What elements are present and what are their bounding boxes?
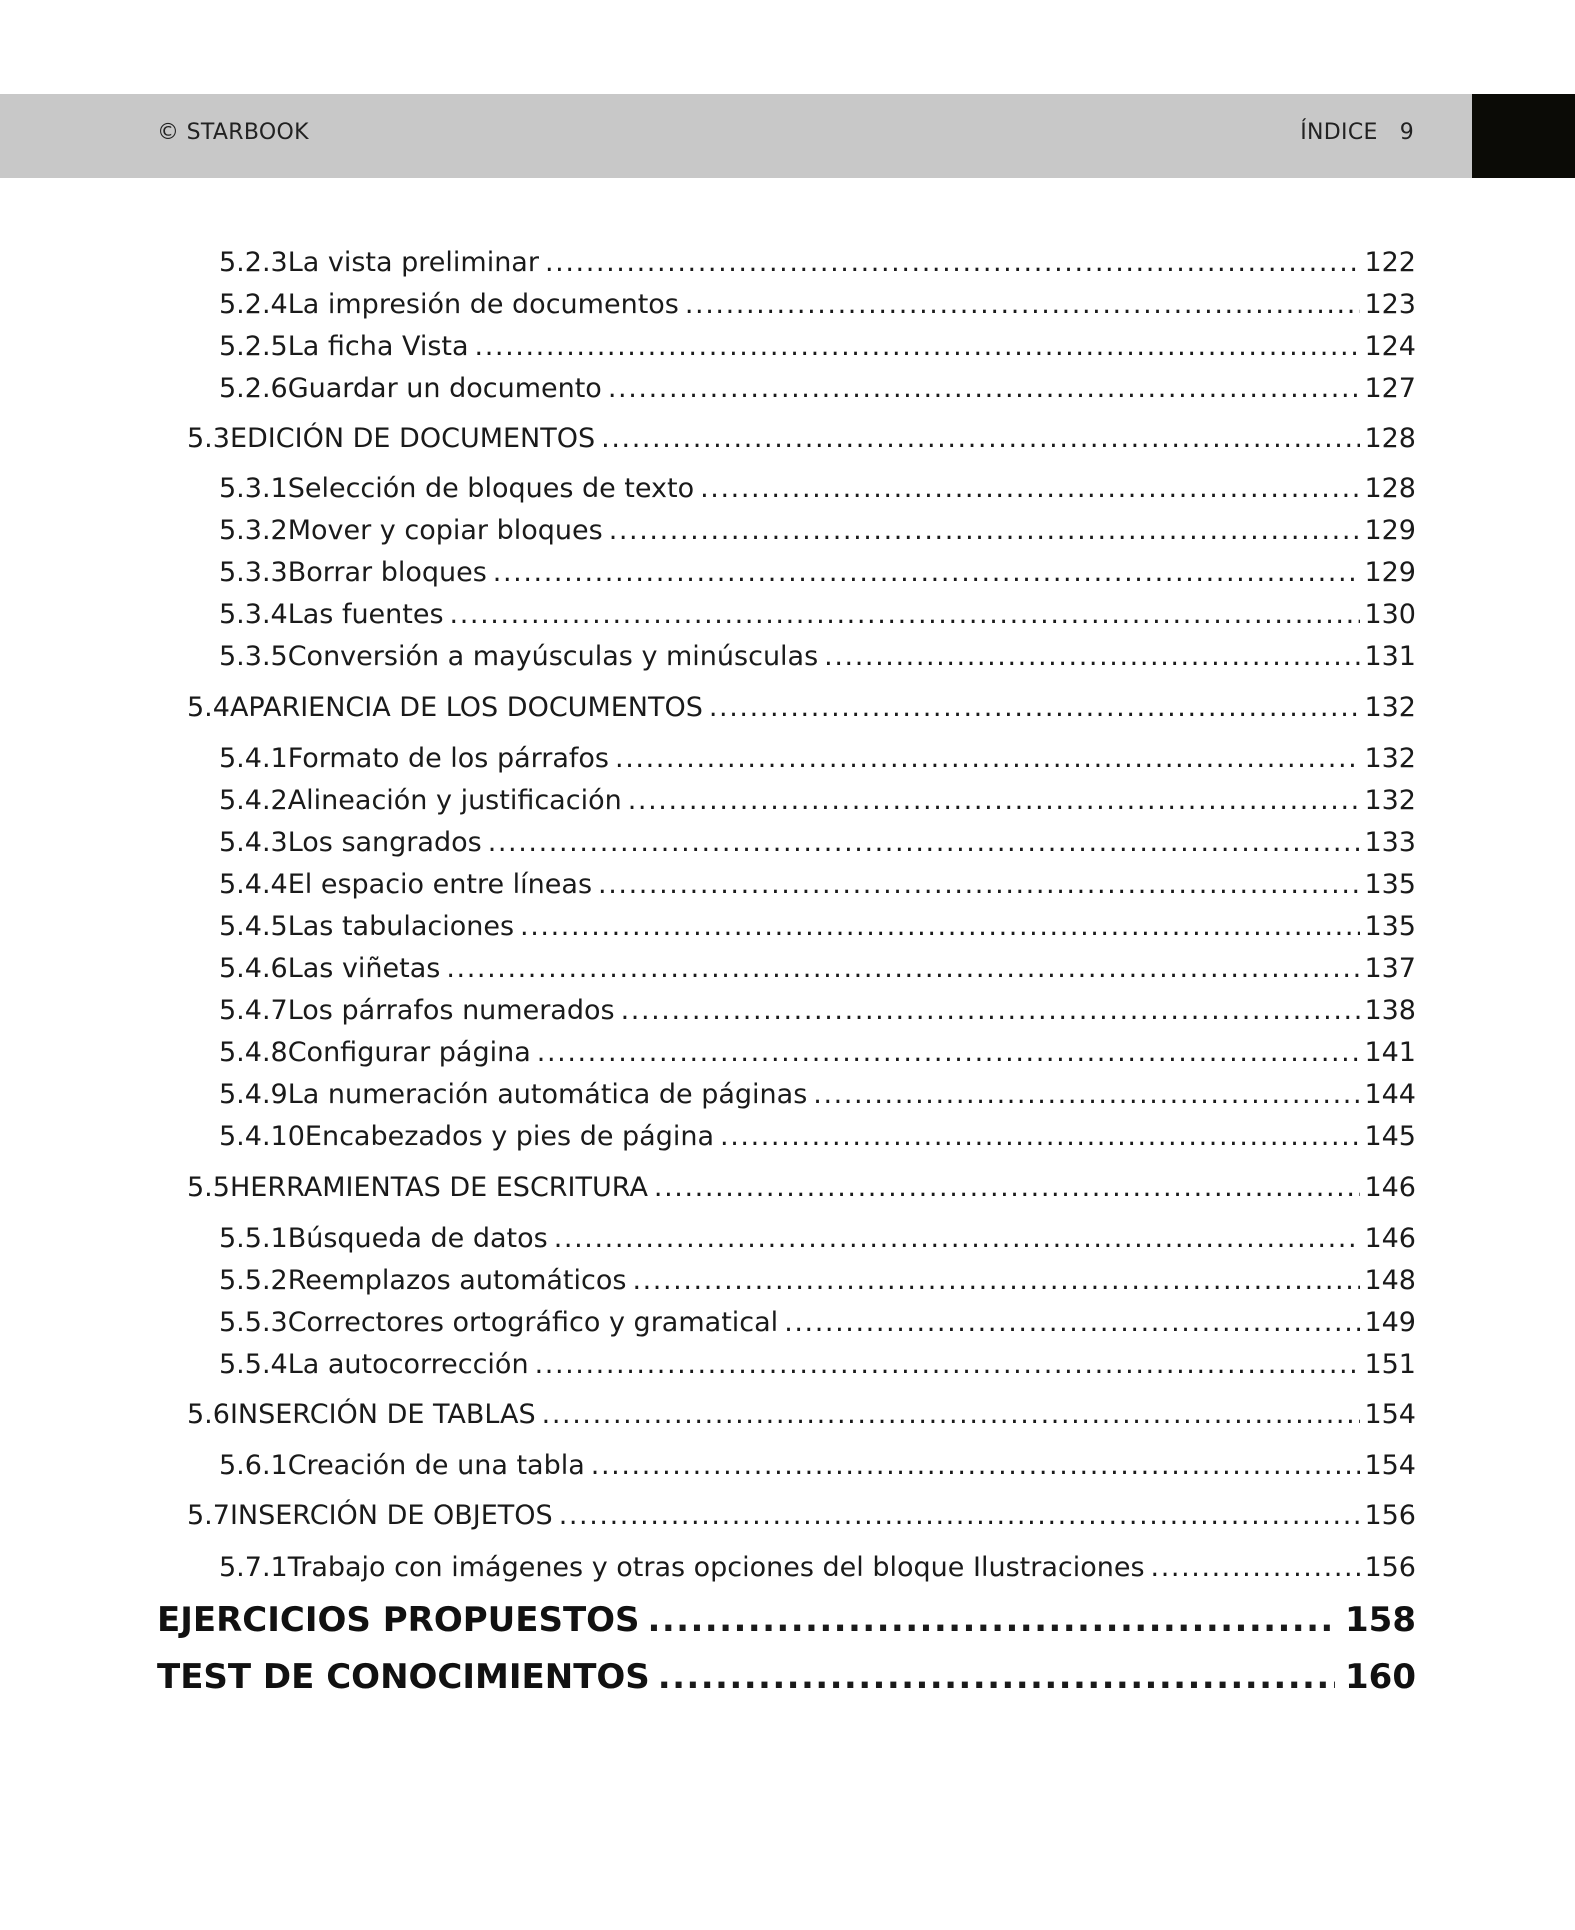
entry-page: 149 <box>1364 1307 1416 1338</box>
entry-number: 5.4.8 <box>219 1037 288 1068</box>
entry-title: APARIENCIA DE LOS DOCUMENTOS <box>229 692 703 723</box>
entry-title: Alineación y justificación <box>287 785 622 816</box>
dot-leader <box>598 867 1360 903</box>
entry-number: 5.4.7 <box>219 995 288 1026</box>
dot-leader <box>685 287 1361 323</box>
entry-page: 129 <box>1364 515 1416 546</box>
entry-title: La autocorrección <box>287 1349 529 1380</box>
toc-entry[interactable] <box>219 597 1416 633</box>
entry-page: 137 <box>1364 953 1416 984</box>
entry-title: EJERCICIOS PROPUESTOS <box>157 1600 640 1640</box>
entry-title: Búsqueda de datos <box>287 1223 548 1254</box>
toc-section-entry[interactable] <box>187 1170 1416 1206</box>
entry-page: 132 <box>1364 743 1416 774</box>
toc-entry[interactable] <box>219 1221 1416 1257</box>
dot-leader <box>554 1221 1361 1257</box>
entry-page: 135 <box>1364 911 1416 942</box>
entry-number: 5.4.4 <box>219 869 288 900</box>
entry-title: Mover y copiar bloques <box>287 515 603 546</box>
entry-title: Las fuentes <box>287 599 444 630</box>
entry-page: 123 <box>1364 289 1416 320</box>
toc-entry[interactable] <box>219 741 1416 777</box>
entry-title: Guardar un documento <box>287 373 602 404</box>
entry-page: 138 <box>1364 995 1416 1026</box>
entry-title: Las tabulaciones <box>287 911 515 942</box>
entry-number: 5.2.6 <box>219 373 288 404</box>
entry-title: Los párrafos numerados <box>287 995 615 1026</box>
entry-title: Conversión a mayúsculas y minúsculas <box>287 641 819 672</box>
dot-leader <box>1151 1550 1361 1586</box>
dot-leader <box>488 825 1361 861</box>
entry-number: 5.4.3 <box>219 827 288 858</box>
entry-page: 127 <box>1364 373 1416 404</box>
entry-number: 5.3.3 <box>219 557 288 588</box>
entry-page: 122 <box>1364 247 1416 278</box>
toc-entry[interactable] <box>219 639 1416 675</box>
entry-title: Configurar página <box>287 1037 531 1068</box>
entry-title: La impresión de documentos <box>287 289 679 320</box>
entry-title: TEST DE CONOCIMIENTOS <box>157 1657 650 1697</box>
entry-page: 145 <box>1364 1121 1416 1152</box>
toc-entry[interactable] <box>219 1448 1416 1484</box>
toc-entry[interactable] <box>219 993 1416 1029</box>
dot-leader <box>615 741 1360 777</box>
dot-leader <box>542 1397 1361 1433</box>
entry-number: 5.3.5 <box>219 641 288 672</box>
entry-title: Los sangrados <box>287 827 482 858</box>
entry-title: Reemplazos automáticos <box>287 1265 627 1296</box>
entry-title: La vista preliminar <box>287 247 539 278</box>
entry-title: Correctores ortográfico y gramatical <box>287 1307 779 1338</box>
entry-title: Creación de una tabla <box>287 1450 585 1481</box>
entry-title: EDICIÓN DE DOCUMENTOS <box>229 423 596 454</box>
dot-leader <box>493 555 1361 591</box>
toc-section-entry[interactable] <box>187 421 1416 457</box>
entry-number: 5.4 <box>187 692 230 723</box>
entry-number: 5.5.1 <box>219 1223 288 1254</box>
entry-number: 5.5.4 <box>219 1349 288 1380</box>
dot-leader <box>537 1035 1361 1071</box>
entry-number: 5.4.10 <box>219 1121 305 1152</box>
dot-leader <box>824 639 1360 675</box>
entry-number: 5.3 <box>187 423 230 454</box>
entry-number: 5.4.9 <box>219 1079 288 1110</box>
entry-title: Las viñetas <box>287 953 441 984</box>
toc-entry[interactable] <box>219 371 1416 407</box>
entry-number: 5.4.6 <box>219 953 288 984</box>
entry-page: 128 <box>1364 473 1416 504</box>
toc-entry[interactable] <box>219 1305 1416 1341</box>
toc-entry[interactable] <box>219 1077 1416 1113</box>
dot-leader <box>628 783 1361 819</box>
entry-number: 5.3.2 <box>219 515 288 546</box>
toc-entry[interactable] <box>219 1119 1416 1155</box>
toc-entry[interactable] <box>219 1035 1416 1071</box>
section-label: ÍNDICE <box>1300 120 1378 145</box>
toc-entry[interactable] <box>219 1550 1416 1586</box>
dot-leader <box>648 1598 1335 1642</box>
dot-leader <box>535 1347 1361 1383</box>
toc-entry[interactable] <box>219 783 1416 819</box>
entry-number: 5.6.1 <box>219 1450 288 1481</box>
toc-entry[interactable] <box>219 1347 1416 1383</box>
dot-leader <box>709 690 1361 726</box>
entry-page: 146 <box>1364 1172 1416 1203</box>
entry-page: 124 <box>1364 331 1416 362</box>
toc-entry[interactable] <box>219 825 1416 861</box>
toc-entry[interactable] <box>219 287 1416 323</box>
dot-leader <box>658 1655 1335 1699</box>
page-number: 9 <box>1399 120 1414 145</box>
toc-entry[interactable] <box>219 555 1416 591</box>
entry-page: 158 <box>1345 1600 1416 1640</box>
entry-number: 5.3.1 <box>219 473 288 504</box>
dot-leader <box>700 471 1360 507</box>
dot-leader <box>813 1077 1360 1113</box>
toc-entry[interactable] <box>219 951 1416 987</box>
dot-leader <box>608 371 1361 407</box>
entry-number: 5.2.4 <box>219 289 288 320</box>
dot-leader <box>450 597 1361 633</box>
entry-number: 5.5.2 <box>219 1265 288 1296</box>
entry-title: HERRAMIENTAS DE ESCRITURA <box>229 1172 648 1203</box>
toc-chapter-entry[interactable] <box>157 1655 1416 1699</box>
dot-leader <box>601 421 1360 457</box>
entry-title: INSERCIÓN DE OBJETOS <box>229 1500 553 1531</box>
entry-title: El espacio entre líneas <box>287 869 593 900</box>
entry-page: 144 <box>1364 1079 1416 1110</box>
dot-leader <box>654 1170 1361 1206</box>
toc-entry[interactable] <box>219 329 1416 365</box>
dot-leader <box>784 1305 1360 1341</box>
toc-entry[interactable] <box>219 909 1416 945</box>
entry-title: La ficha Vista <box>287 331 469 362</box>
entry-page: 160 <box>1345 1657 1416 1697</box>
entry-title: Borrar bloques <box>287 557 487 588</box>
toc-entry[interactable] <box>219 245 1416 281</box>
dot-leader <box>559 1498 1361 1534</box>
entry-number: 5.2.5 <box>219 331 288 362</box>
entry-page: 148 <box>1364 1265 1416 1296</box>
entry-title: Trabajo con imágenes y otras opciones del bloque Ilustraciones <box>287 1552 1145 1583</box>
dot-leader <box>591 1448 1361 1484</box>
entry-number: 5.3.4 <box>219 599 288 630</box>
entry-number: 5.2.3 <box>219 247 288 278</box>
entry-page: 154 <box>1364 1450 1416 1481</box>
entry-page: 135 <box>1364 869 1416 900</box>
entry-number: 5.4.2 <box>219 785 288 816</box>
dot-leader <box>520 909 1360 945</box>
entry-title: Selección de bloques de texto <box>287 473 695 504</box>
entry-number: 5.7 <box>187 1500 230 1531</box>
entry-title: Formato de los párrafos <box>287 743 610 774</box>
entry-page: 128 <box>1364 423 1416 454</box>
entry-page: 146 <box>1364 1223 1416 1254</box>
publisher-label: © STARBOOK <box>157 120 309 145</box>
dot-leader <box>621 993 1361 1029</box>
entry-number: 5.5 <box>187 1172 230 1203</box>
dot-leader <box>632 1263 1360 1299</box>
entry-page: 156 <box>1364 1500 1416 1531</box>
entry-page: 133 <box>1364 827 1416 858</box>
dot-leader <box>720 1119 1360 1155</box>
entry-number: 5.5.3 <box>219 1307 288 1338</box>
dot-leader <box>609 513 1361 549</box>
toc-section-entry[interactable] <box>187 1498 1416 1534</box>
entry-title: Encabezados y pies de página <box>304 1121 715 1152</box>
entry-page: 156 <box>1364 1552 1416 1583</box>
entry-page: 154 <box>1364 1399 1416 1430</box>
entry-page: 141 <box>1364 1037 1416 1068</box>
entry-number: 5.7.1 <box>219 1552 288 1583</box>
dot-leader <box>446 951 1360 987</box>
entry-number: 5.6 <box>187 1399 230 1430</box>
dot-leader <box>475 329 1361 365</box>
entry-page: 132 <box>1364 785 1416 816</box>
entry-title: INSERCIÓN DE TABLAS <box>229 1399 536 1430</box>
toc-entry[interactable] <box>219 471 1416 507</box>
entry-number: 5.4.5 <box>219 911 288 942</box>
entry-number: 5.4.1 <box>219 743 288 774</box>
entry-page: 132 <box>1364 692 1416 723</box>
entry-page: 130 <box>1364 599 1416 630</box>
entry-page: 131 <box>1364 641 1416 672</box>
toc-section-entry[interactable] <box>187 1397 1416 1433</box>
entry-title: La numeración automática de páginas <box>287 1079 808 1110</box>
entry-page: 151 <box>1364 1349 1416 1380</box>
toc-chapter-entry[interactable] <box>157 1598 1416 1642</box>
dot-leader <box>545 245 1360 281</box>
entry-page: 129 <box>1364 557 1416 588</box>
toc-entry[interactable] <box>219 513 1416 549</box>
toc-section-entry[interactable] <box>187 690 1416 726</box>
toc-entry[interactable] <box>219 1263 1416 1299</box>
toc-entry[interactable] <box>219 867 1416 903</box>
